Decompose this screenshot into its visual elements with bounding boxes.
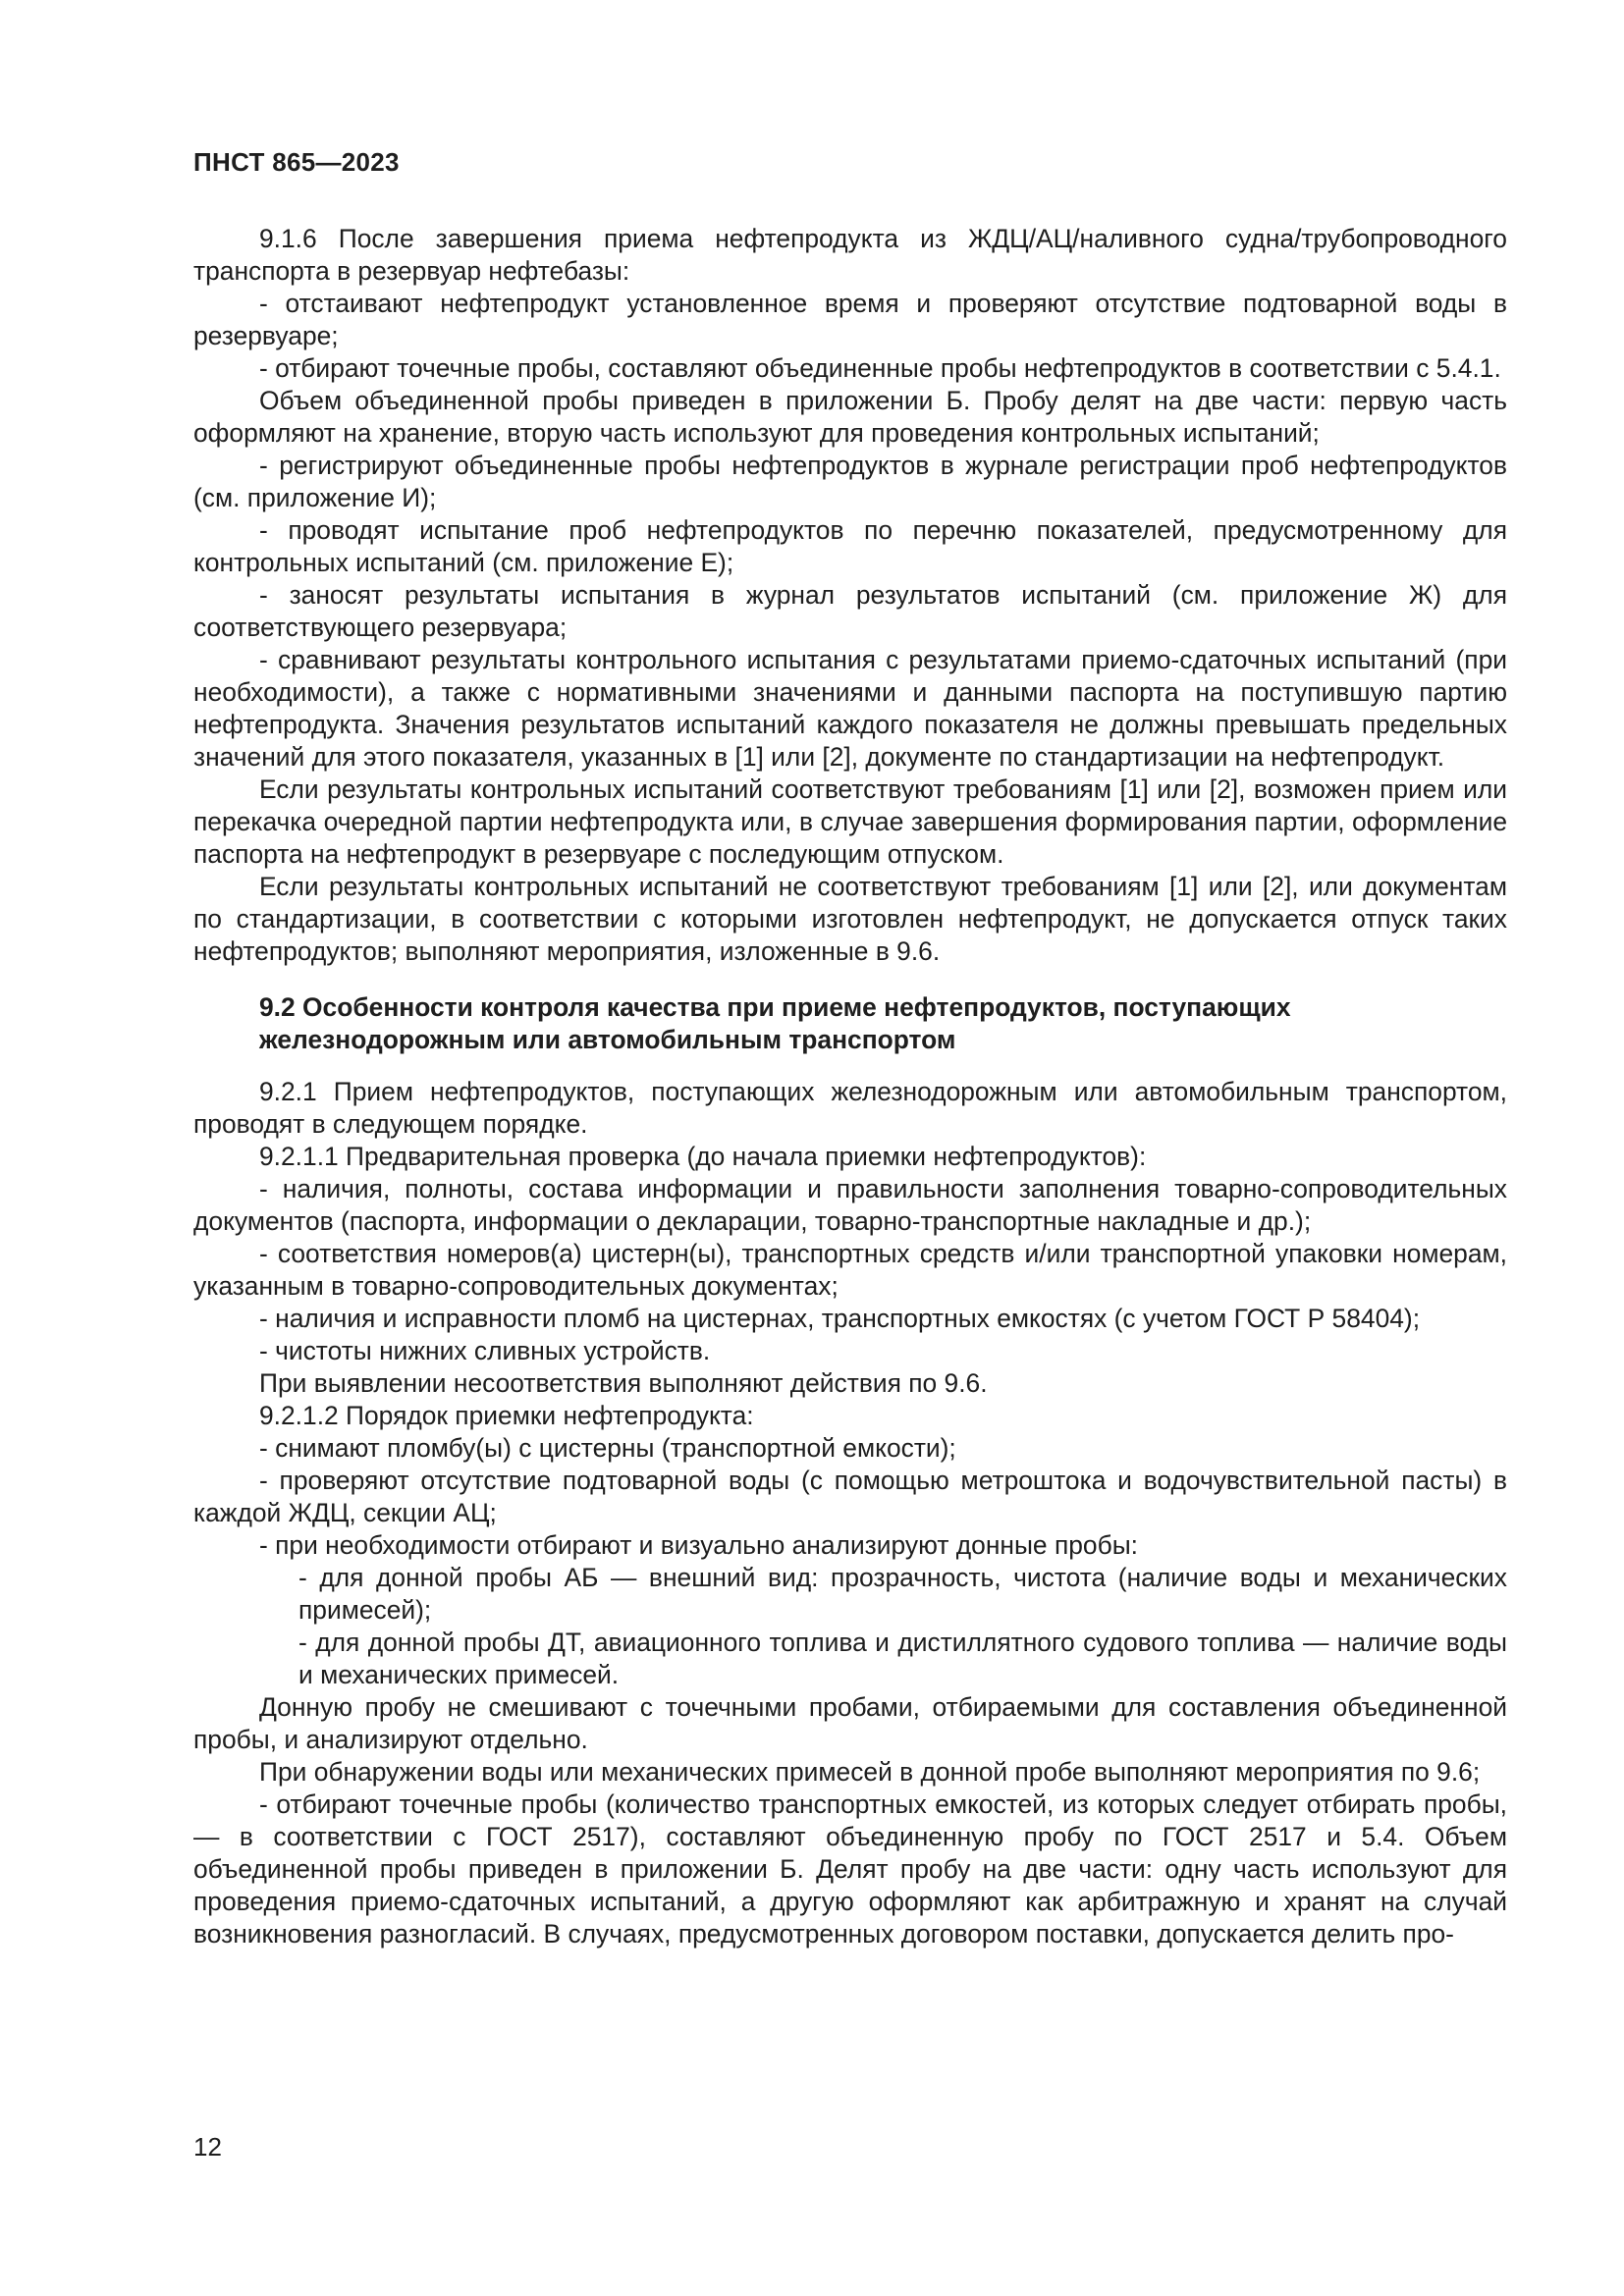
- paragraph: 9.2.1.1 Предварительная проверка (до начала приемки нефтепродуктов):: [259, 1142, 1147, 1171]
- paragraph: - проверяют отсутствие подтоварной воды (с помощью метроштока и водочувствительной пасты) в каждой ЖДЦ, секции АЦ;: [193, 1466, 1507, 1527]
- paragraph: Донную пробу не смешивают с точечными пробами, отбираемыми для составления объединенной пробы, и анализируют отдельно.: [193, 1692, 1507, 1754]
- paragraph: - проводят испытание проб нефтепродуктов по перечню показателей, предусмотренному для контрольных испытаний (см. приложение Е);: [193, 515, 1507, 577]
- paragraph: При обнаружении воды или механических примесей в донной пробе выполняют мероприятия по 9.6;: [259, 1757, 1481, 1787]
- paragraph: Если результаты контрольных испытаний не соответствуют требованиям [1] или [2], или документам по стандартизации, в соответствии с которыми изготовлен нефтепродукт, не допускается отпуск таких нефтепродуктов; выполняют мероприятия, изложенные в 9.6.: [193, 872, 1507, 966]
- paragraph: - заносят результаты испытания в журнал результатов испытаний (см. приложение Ж) для соответствующего резервуара;: [193, 580, 1507, 642]
- paragraph: - наличия и исправности пломб на цистернах, транспортных емкостях (с учетом ГОСТ Р 58404);: [259, 1304, 1421, 1333]
- paragraph: - снимают пломбу(ы) с цистерны (транспортной емкости);: [259, 1433, 956, 1463]
- paragraph: - чистоты нижних сливных устройств.: [259, 1336, 711, 1365]
- paragraph: Если результаты контрольных испытаний соответствуют требованиям [1] или [2], возможен прием или перекачка очередной партии нефтепродукта или, в случае завершения формирования партии, оформление паспорта на нефтепродукт в резервуаре с последующим отпуском.: [193, 774, 1507, 869]
- paragraph: - отбирают точечные пробы, составляют объединенные пробы нефтепродуктов в соответствии с 5.4.1.: [259, 353, 1501, 383]
- paragraph: - сравнивают результаты контрольного испытания с результатами приемо-сдаточных испытаний (при необходимости), а также с нормативными значениями и данными паспорта на поступившую партию нефтепродукта. Значения результатов испытаний каждого показателя не должны превышать предельных значений для этого показателя, указанных в [1] или [2], документе по стандартизации на нефтепродукт.: [193, 645, 1507, 772]
- sub-list-item: - для донной пробы ДТ, авиационного топлива и дистиллятного судового топлива — наличие воды и механических примесей.: [298, 1628, 1507, 1689]
- paragraph: - соответствия номеров(а) цистерн(ы), транспортных средств и/или транспортной упаковки номерам, указанным в товарно-сопроводительных документах;: [193, 1239, 1507, 1301]
- paragraph: - отстаивают нефтепродукт установленное время и проверяют отсутствие подтоварной воды в резервуаре;: [193, 289, 1507, 350]
- paragraph: Объем объединенной пробы приведен в приложении Б. Пробу делят на две части: первую часть оформляют на хранение, вторую часть используют для проведения контрольных испытаний;: [193, 386, 1507, 448]
- paragraph: 9.1.6 После завершения приема нефтепродукта из ЖДЦ/АЦ/наливного судна/трубопроводного транспорта в резервуар нефтебазы:: [193, 224, 1507, 286]
- page-number: 12: [193, 2132, 222, 2162]
- paragraph: - регистрируют объединенные пробы нефтепродуктов в журнале регистрации проб нефтепродуктов (см. приложение И);: [193, 451, 1507, 512]
- paragraph: 9.2.1.2 Порядок приемки нефтепродукта:: [259, 1401, 754, 1430]
- paragraph: - наличия, полноты, состава информации и правильности заполнения товарно-сопроводительных документов (паспорта, информации о декларации, товарно-транспортные накладные и др.);: [193, 1174, 1507, 1236]
- paragraph: - при необходимости отбирают и визуально анализируют донные пробы:: [259, 1530, 1138, 1560]
- document-body: [193, 223, 1507, 1950]
- paragraph: При выявлении несоответствия выполняют действия по 9.6.: [259, 1368, 988, 1398]
- document-code: ПНСТ 865—2023: [193, 147, 400, 177]
- sub-list-item: - для донной пробы АБ — внешний вид: прозрачность, чистота (наличие воды и механических примесей);: [298, 1563, 1507, 1625]
- section-heading: 9.2 Особенности контроля качества при приеме нефтепродуктов, поступающих железнодорожным или автомобильным транспортом: [259, 992, 1291, 1054]
- paragraph: - отбирают точечные пробы (количество транспортных емкостей, из которых следует отбирать пробы, — в соответствии с ГОСТ 2517), составляют объединенную пробу по ГОСТ 2517 и 5.4. Объем объединенной пробы приведен в приложении Б. Делят пробу на две части: одну часть используют для проведения приемо-сдаточных испытаний, а другую оформляют как арбитражную и хранят на случай возникновения разногласий. В случаях, предусмотренных договором поставки, допускается делить про-: [193, 1789, 1507, 1949]
- paragraph: 9.2.1 Прием нефтепродуктов, поступающих железнодорожным или автомобильным транспортом, проводят в следующем порядке.: [193, 1077, 1507, 1139]
